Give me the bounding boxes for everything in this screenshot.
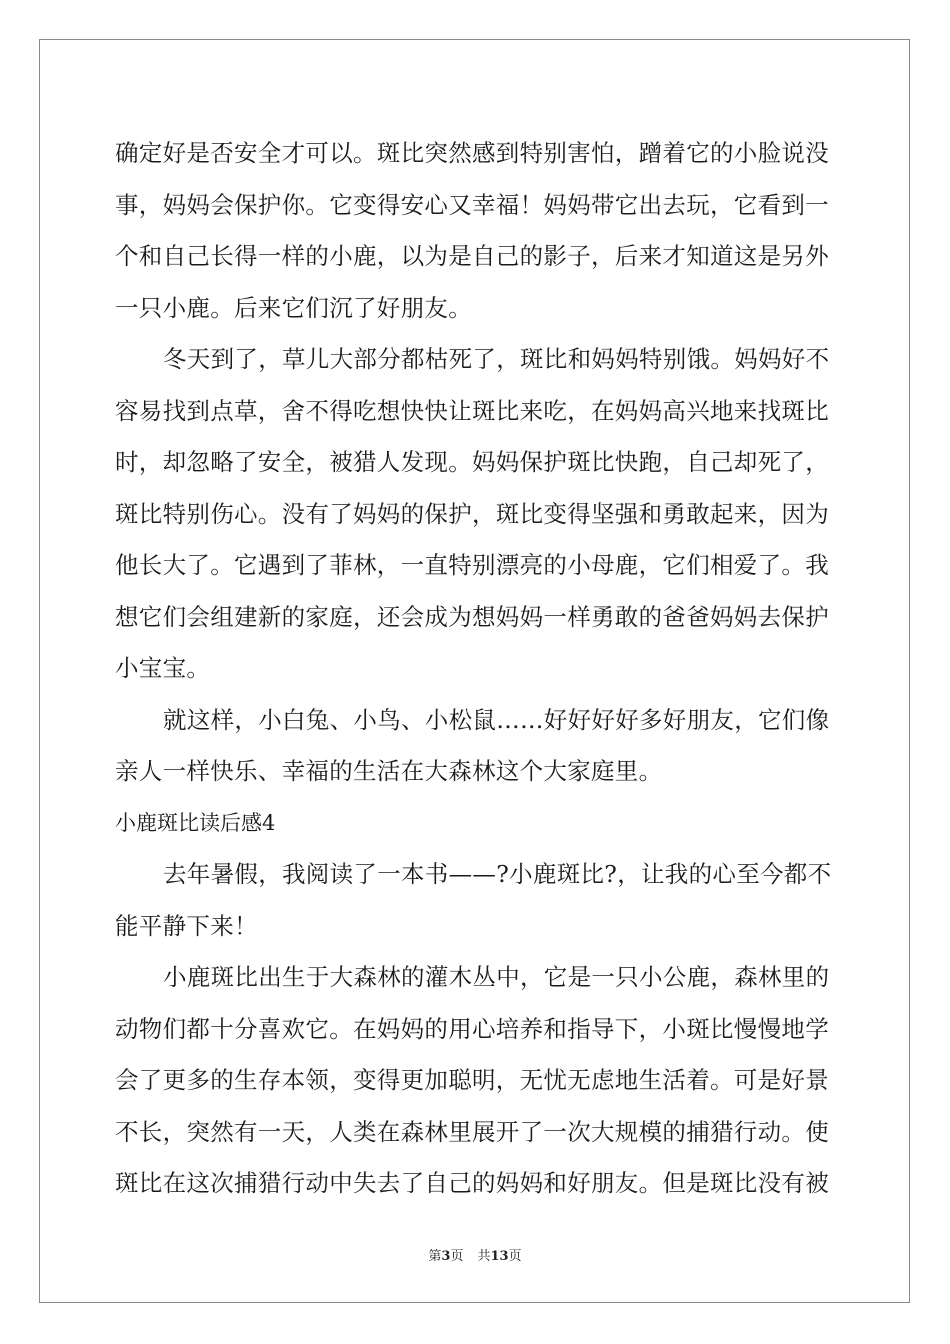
footer-page-total: 13 [490, 1249, 509, 1264]
text-line: 去年暑假，我阅读了一本书——?小鹿斑比?，让我的心至今都不 [163, 860, 832, 888]
text-line: 能平静下来！ [115, 911, 258, 940]
text-line: 斑比在这次捕猎行动中失去了自己的妈妈和好朋友。但是斑比没有被 [115, 1169, 829, 1197]
footer-page-current: 3 [441, 1249, 451, 1264]
text-line: 就这样，小白兔、小鸟、小松鼠……好好好好多好朋友，它们像 [163, 705, 830, 734]
text-line: 亲人一样快乐、幸福的生活在大森林这个大家庭里。 [115, 757, 663, 785]
text-line: 想它们会组建新的家庭，还会成为想妈妈一样勇敢的爸爸妈妈去保护 [115, 602, 829, 631]
text-line: 会了更多的生存本领，变得更加聪明，无忧无虑地生活着。可是好景 [115, 1066, 829, 1094]
text-line: 时，却忽略了安全，被猎人发现。妈妈保护斑比快跑，自己却死了， [115, 448, 829, 476]
section-heading: 小鹿斑比读后感4 [115, 810, 276, 835]
footer-total-suffix: 页 [508, 1249, 522, 1264]
text-line: 小宝宝。 [115, 654, 211, 682]
text-line: 他长大了。它遇到了菲林，一直特别漂亮的小母鹿，它们相爱了。我 [115, 551, 829, 579]
footer-total-prefix: 共 [477, 1249, 491, 1264]
text-line: 斑比特别伤心。没有了妈妈的保护，斑比变得坚强和勇敢起来，因为 [115, 499, 829, 528]
text-line: 小鹿斑比出生于大森林的灌木丛中，它是一只小公鹿，森林里的 [163, 963, 830, 991]
text-line: 容易找到点草，舍不得吃想快快让斑比来吃，在妈妈高兴地来找斑比 [115, 396, 829, 425]
text-line: 一只小鹿。后来它们沉了好朋友。 [115, 293, 472, 322]
footer-page-mid: 页 [450, 1249, 464, 1264]
text-line: 个和自己长得一样的小鹿，以为是自己的影子，后来才知道这是另外 [115, 242, 829, 270]
text-line: 不长，突然有一天，人类在森林里展开了一次大规模的捕猎行动。使 [115, 1117, 829, 1146]
document-body [115, 128, 835, 1210]
footer-page-prefix: 第 [428, 1249, 442, 1264]
text-line: 动物们都十分喜欢它。在妈妈的用心培养和指导下，小斑比慢慢地学 [115, 1014, 829, 1043]
page-footer [0, 1245, 950, 1264]
text-line: 确定好是否安全才可以。斑比突然感到特别害怕，蹭着它的小脸说没 [115, 139, 829, 167]
text-line: 事，妈妈会保护你。它变得安心又幸福！妈妈带它出去玩，它看到一 [115, 190, 829, 219]
text-line: 冬天到了，草儿大部分都枯死了，斑比和妈妈特别饿。妈妈好不 [163, 345, 830, 373]
